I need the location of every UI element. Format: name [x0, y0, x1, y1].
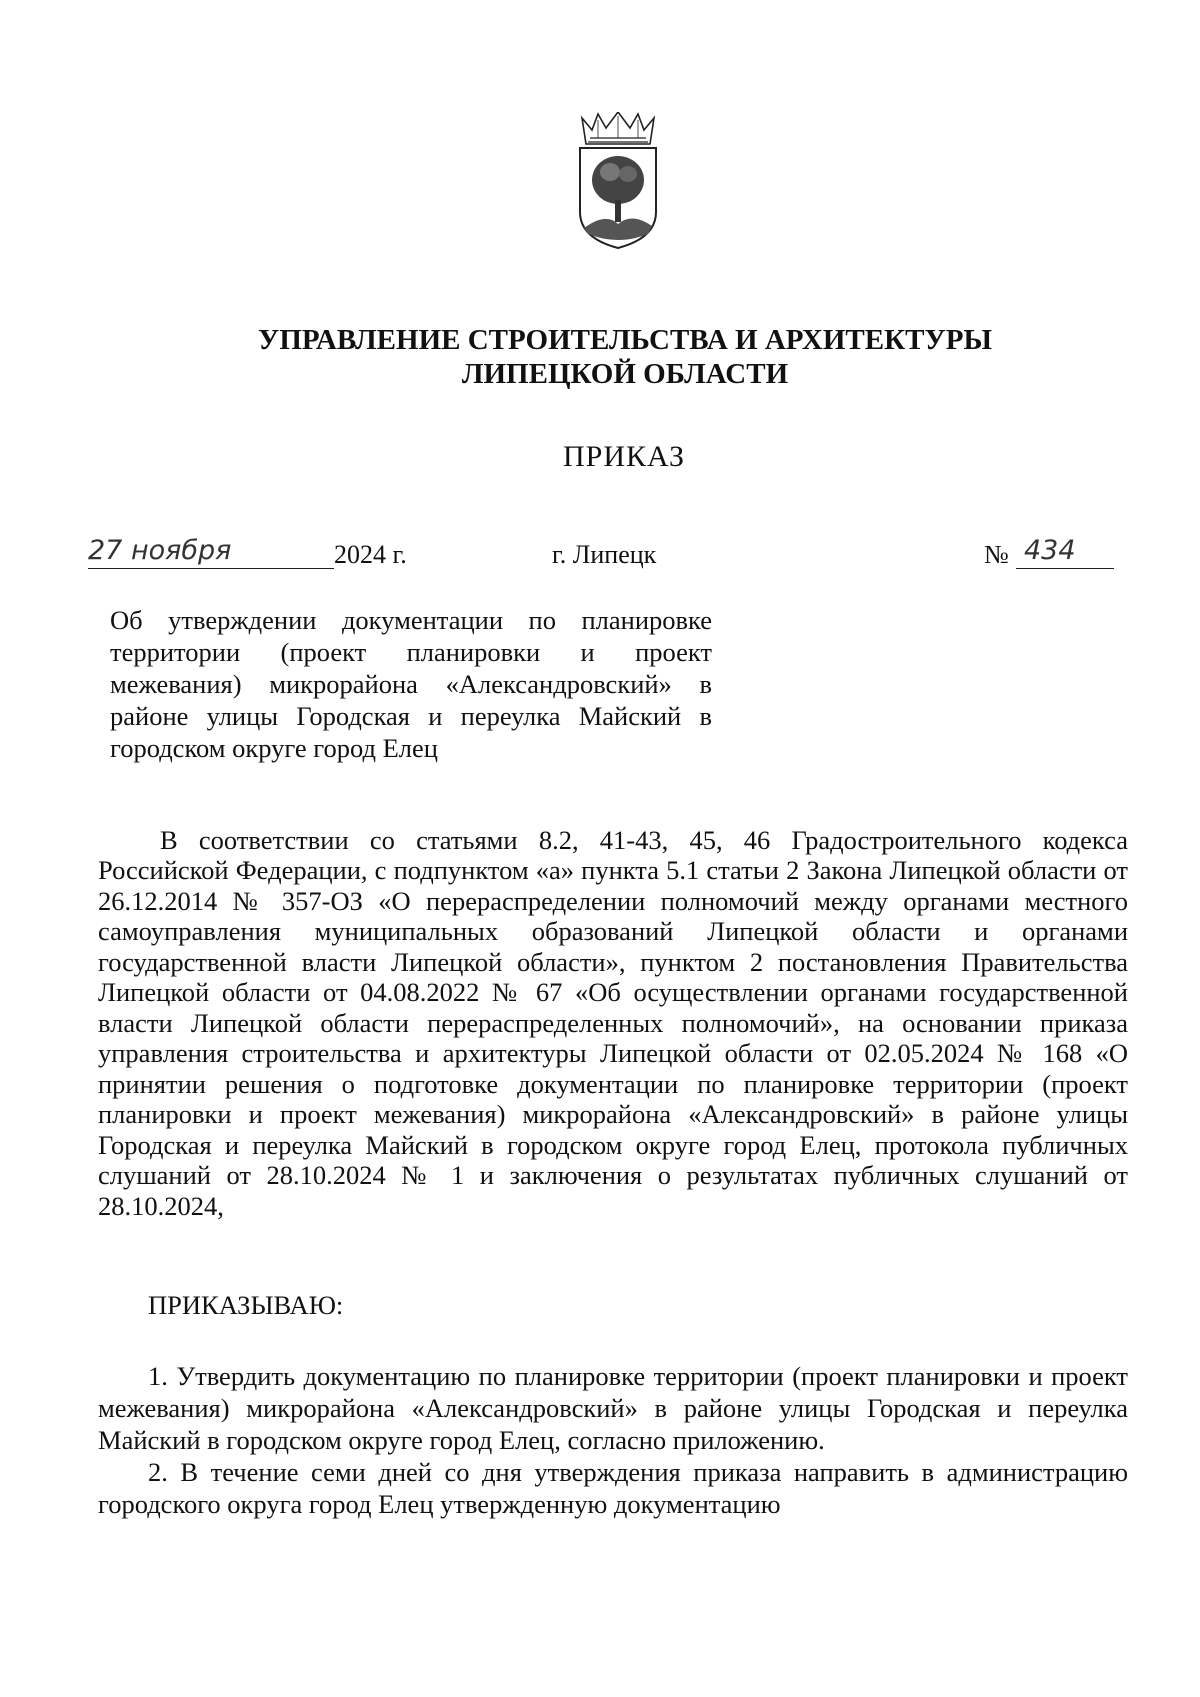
handwritten-date-text: 27 ноября	[88, 535, 232, 566]
number-label: №	[984, 540, 1009, 569]
order-item: 1. Утвердить документацию по планировке территории (проект планировки и проект межевания) микрорайона «Александровский» в районе улицы Городская и переулка Майский в городском округе город Елец, согласно приложению.	[98, 1361, 1128, 1455]
document-type-title: ПРИКАЗ	[563, 440, 685, 473]
order-item: 2. В течение семи дней со дня утверждения приказа направить в администрацию городского округа город Елец утвержденную документацию	[98, 1457, 1128, 1519]
handwritten-date	[88, 528, 334, 569]
preamble-paragraph: В соответствии со статьями 8.2, 41-43, 45, 46 Градостроительного кодекса Российской Федерации, с подпунктом «а» пункта 5.1 статьи 2 Закона Липецкой области от 26.12.2014 № 357-ОЗ «О перераспределении полномочий между органами местного самоуправления муниципальных образований Липецкой области и органами государственной власти Липецкой области», пунктом 2 постановления Правительства Липецкой области от 04.08.2022 № 67 «Об осуществлении органами государственной власти Липецкой области перераспределенных полномочий», на основании приказа управления строительства и архитектуры Липецкой области от 02.05.2024 № 168 «О принятии решения о подготовке документации по планировке территории (проект планировки и проект межевания) микрорайона «Александровский» в районе улицы Городская и переулка Майский в городском округе город Елец, протокола публичных слушаний от 28.10.2024 № 1 и заключения о результатах публичных слушаний от 28.10.2024,	[98, 824, 1128, 1221]
organization-name-line1: УПРАВЛЕНИЕ СТРОИТЕЛЬСТВА И АРХИТЕКТУРЫ	[258, 324, 992, 356]
document-subject: Об утверждении документации по планировке территории (проект планировки и проект межевания) микрорайона «Александровский» в районе улицы Городская и переулка Майский в городском округе город Елец	[110, 605, 712, 763]
lipetsk-coat-of-arms-icon	[576, 112, 660, 250]
order-keyword: ПРИКАЗЫВАЮ:	[148, 1290, 344, 1320]
handwritten-number	[1016, 528, 1114, 569]
organization-name-line2: ЛИПЕЦКОЙ ОБЛАСТИ	[461, 358, 789, 390]
date-year: 2024 г.	[334, 540, 407, 569]
order-items	[98, 1360, 1128, 1520]
city: г. Липецк	[552, 540, 657, 569]
handwritten-number-text: 434	[1024, 535, 1076, 566]
